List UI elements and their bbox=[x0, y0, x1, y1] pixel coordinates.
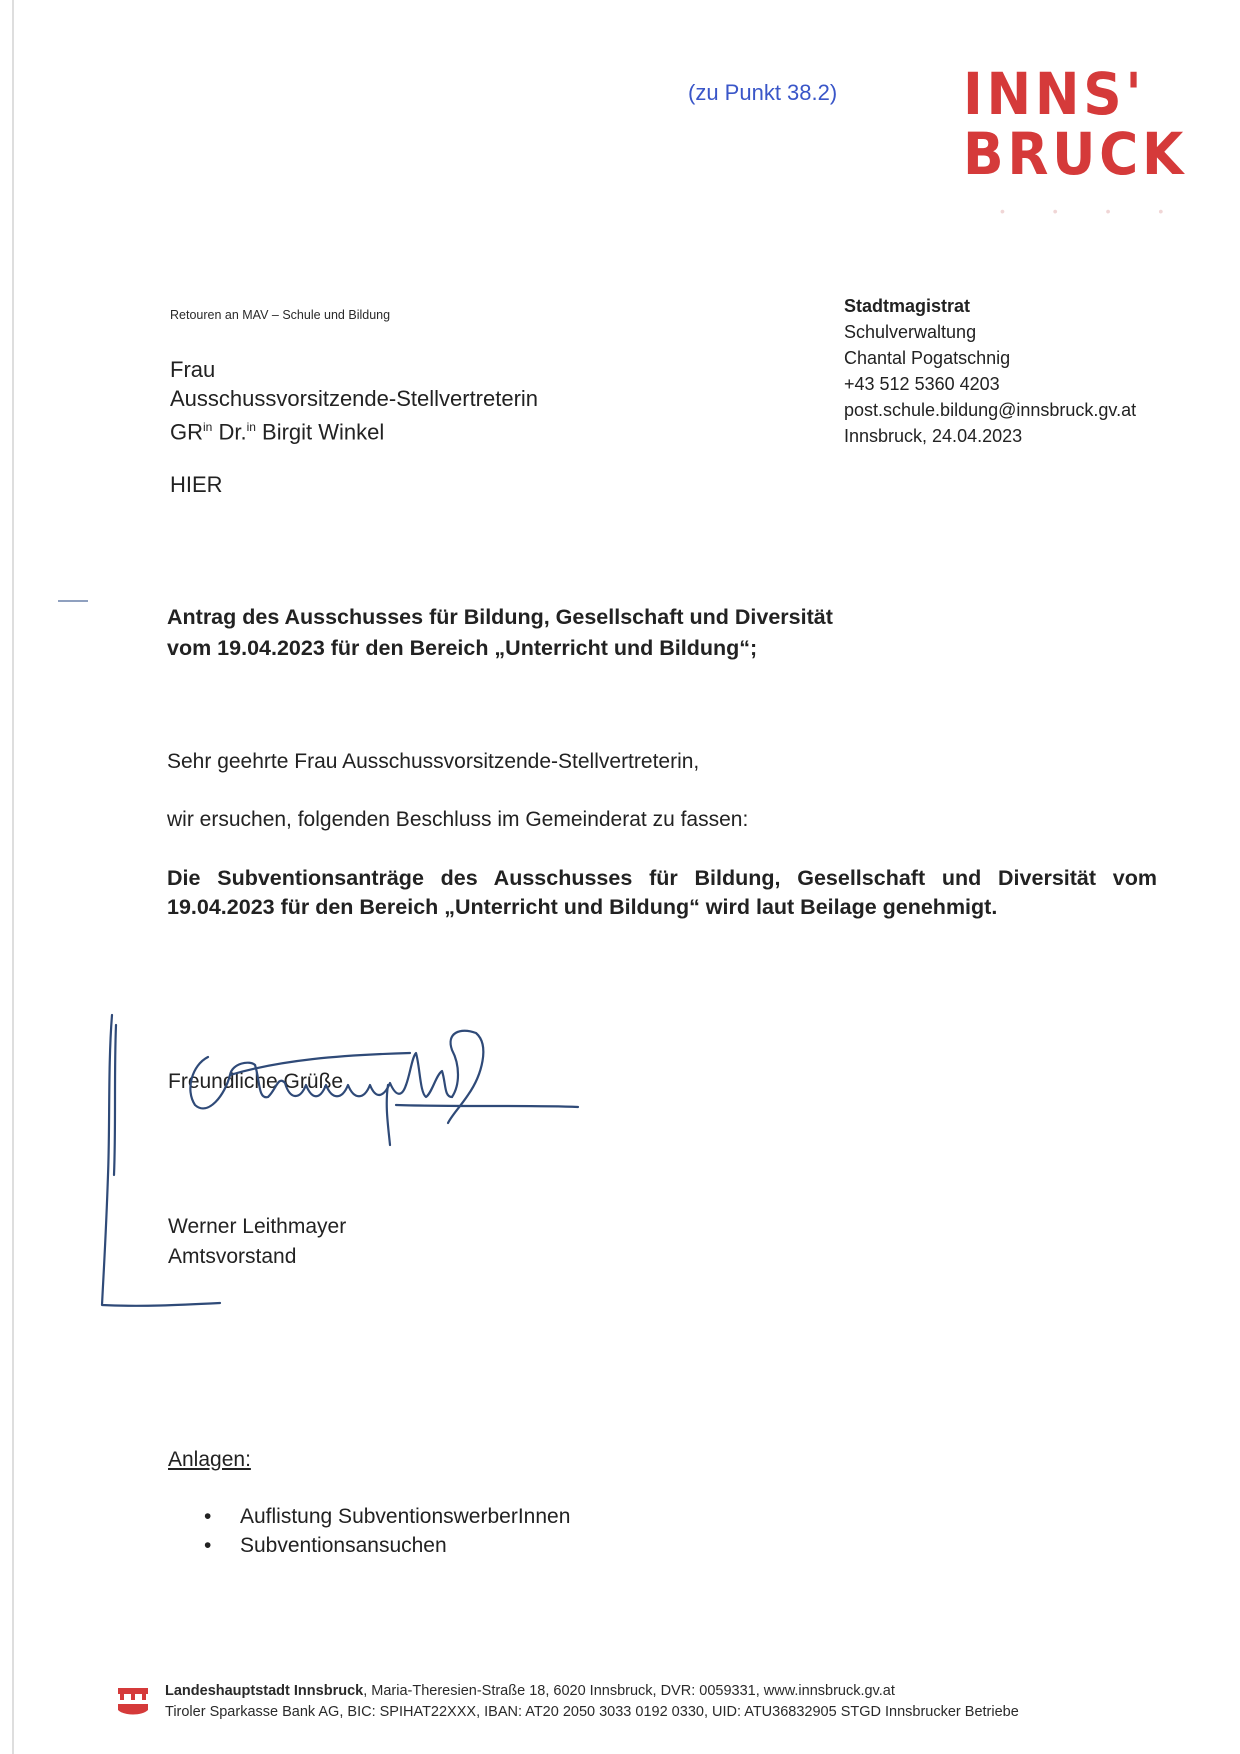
footer-line-2: Tiroler Sparkasse Bank AG, BIC: SPIHAT22XXX, IBAN: AT20 2050 3033 0192 0330, UID: ATU36832905 STGD Innsbrucker Betriebe bbox=[165, 1704, 1019, 1720]
recipient-gr-sup: in bbox=[203, 420, 213, 434]
logo-line-1: INNS' bbox=[963, 60, 1146, 128]
clerk-name: Chantal Pogatschnig bbox=[844, 348, 1011, 368]
email-value: post.schule.bildung@innsbruck.gv.at bbox=[844, 400, 1137, 420]
attachments-list bbox=[200, 1502, 570, 1560]
recipient-name: Birgit Winkel bbox=[255, 419, 385, 445]
recipient-salutation: Frau bbox=[170, 357, 216, 382]
footer bbox=[165, 1681, 1019, 1723]
recipient-name-line bbox=[170, 413, 538, 446]
closing-greeting: Freundliche Grüße bbox=[168, 1070, 344, 1093]
sender-organization: Stadtmagistrat bbox=[844, 296, 971, 316]
sender-department: Schulverwaltung bbox=[844, 322, 977, 342]
signer-name: Werner Leithmayer bbox=[168, 1215, 347, 1238]
place-date-value: Innsbruck, 24.04.2023 bbox=[844, 426, 1023, 446]
recipient-dr: Dr. bbox=[212, 419, 247, 445]
footer-city: Landeshauptstadt Innsbruck bbox=[165, 1683, 364, 1699]
innsbruck-logo bbox=[963, 60, 1188, 188]
subject-line-1: Antrag des Ausschusses für Bildung, Gesellschaft und Diversität bbox=[167, 605, 833, 629]
resolution-text: Die Subventionsanträge des Ausschusses für Bildung, Gesellschaft und Diversität vom 19.04.2023 für den Bereich „Unterricht und Bildung“ wird laut Beilage genehmigt. bbox=[167, 866, 1157, 919]
recipient-location: HIER bbox=[170, 472, 223, 497]
reference-note: (zu Punkt 38.2) bbox=[688, 80, 838, 105]
letter-request: wir ersuchen, folgenden Beschluss im Gemeinderat zu fassen: bbox=[167, 808, 749, 831]
phone-value: +43 512 5360 4203 bbox=[844, 374, 1000, 394]
footer-line-1 bbox=[165, 1681, 1019, 1702]
innsbruck-bridge-icon bbox=[118, 1684, 148, 1718]
recipient-title: Ausschussvorsitzende-Stellvertreterin bbox=[170, 386, 539, 411]
signer-role: Amtsvorstand bbox=[168, 1245, 297, 1268]
logo-line-2: BRUCK bbox=[963, 120, 1188, 188]
signer-block bbox=[168, 1212, 346, 1272]
recipient-dr-sup: in bbox=[246, 420, 256, 434]
letter-salutation: Sehr geehrte Frau Ausschussvorsitzende-Stellvertreterin, bbox=[167, 750, 700, 773]
subject-line bbox=[167, 602, 833, 664]
logo-dots-decoration: • • • • bbox=[1000, 203, 1186, 219]
recipient-block bbox=[170, 355, 538, 446]
margin-dash bbox=[58, 600, 88, 602]
attachment-item: • Subventionsansuchen bbox=[200, 1531, 570, 1560]
footer-address: , Maria-Theresien-Straße 18, 6020 Innsbruck, DVR: 0059331, www.innsbruck.gv.at bbox=[363, 1683, 895, 1699]
subject-line-2: vom 19.04.2023 für den Bereich „Unterricht und Bildung“; bbox=[167, 636, 758, 660]
attachment-item: • Auflistung SubventionswerberInnen bbox=[200, 1502, 570, 1531]
handwritten-signature bbox=[80, 1005, 700, 1325]
recipient-gr: GR bbox=[170, 419, 203, 445]
page-margin-line bbox=[12, 0, 14, 1754]
attachments-heading: Anlagen: bbox=[168, 1448, 251, 1471]
return-address: Retouren an MAV – Schule und Bildung bbox=[170, 308, 391, 322]
